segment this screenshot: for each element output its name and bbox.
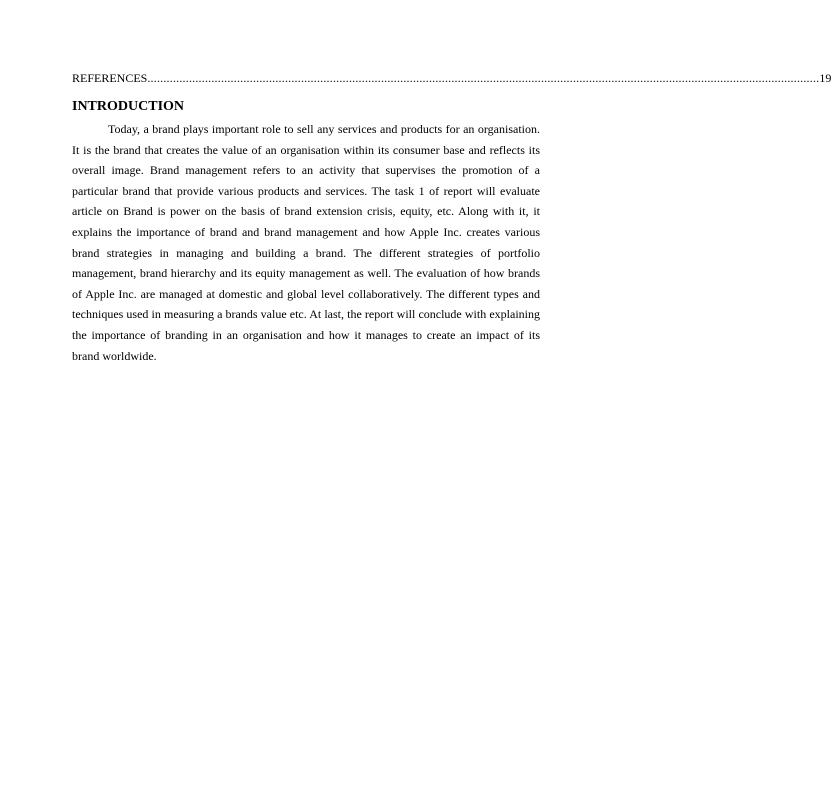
toc-leader-dots: .................................................................................................................................................................................................................. [147,71,820,85]
toc-entry-references[interactable] [72,71,831,86]
section-heading: INTRODUCTION [72,99,185,114]
toc-entry-label: REFERENCES [72,71,148,85]
toc-page-number: 19 [819,71,831,85]
introduction-paragraph: Today, a brand plays important role to sell any services and products for an organisation. It is the brand that creates the value of an organisation within its consumer base and reflects its overall image. Brand management refers to an activity that supervises the promotion of a particular brand that provide various products and services. The task 1 of report will evaluate article on Brand is power on the basis of brand extension crisis, equity, etc. Along with it, it explains the importance of brand and brand management and how Apple Inc. creates various brand strategies in managing and building a brand. The different strategies of portfolio management, brand hierarchy and its equity management as well. The evaluation of how brands of Apple Inc. are managed at domestic and global level collaboratively. The different types and techniques used in measuring a brands value etc. At last, the report will conclude with explaining the importance of branding in an organisation and how it manages to create an impact of its brand worldwide. [72,122,540,363]
